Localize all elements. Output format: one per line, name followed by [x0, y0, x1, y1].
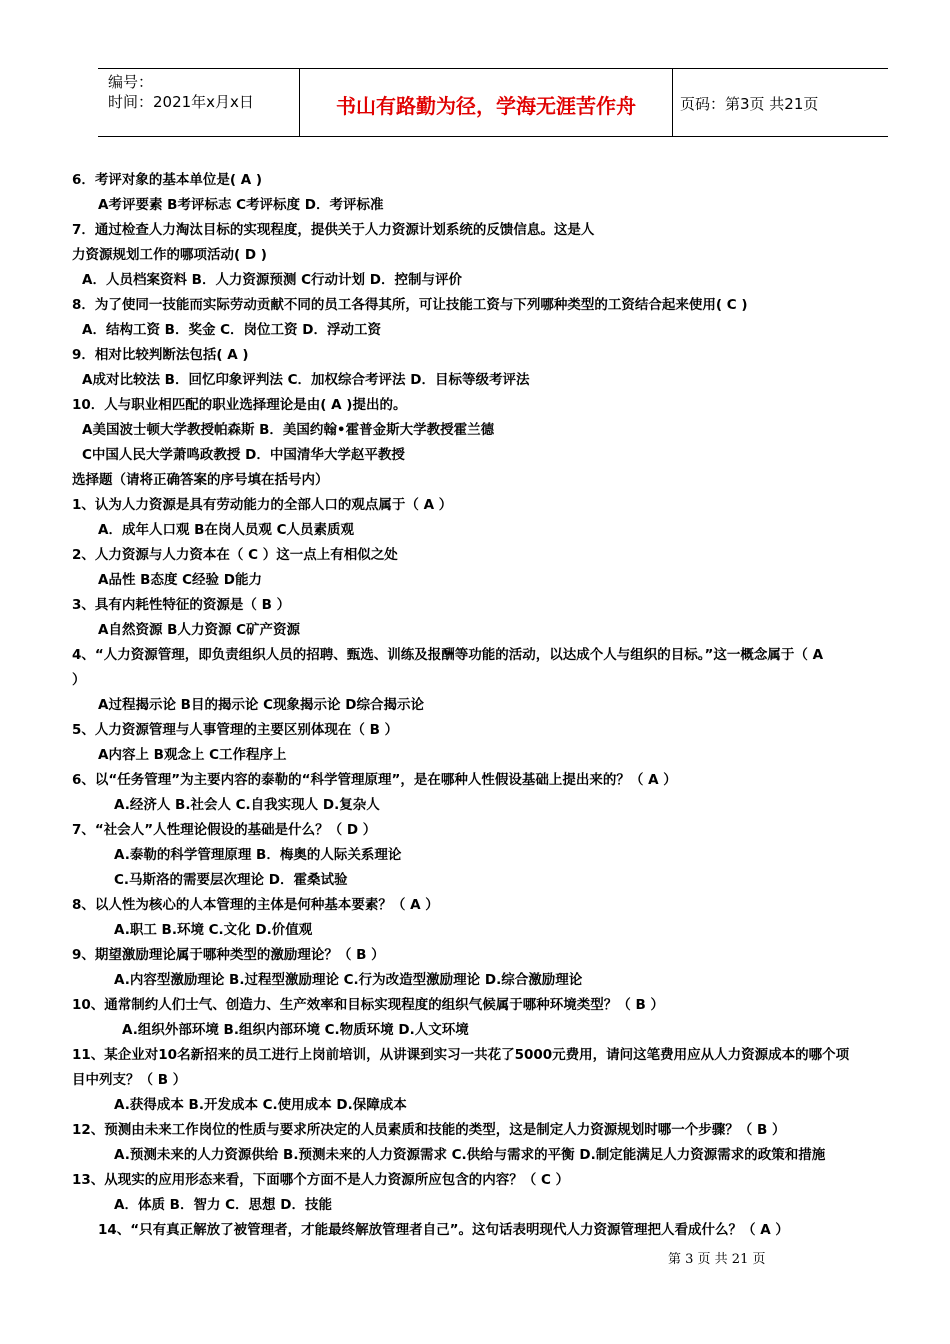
- text-line: 3、具有内耗性特征的资源是（ B ）: [72, 597, 291, 613]
- header-number-label: 编号：: [108, 73, 154, 91]
- text-line: A.职工 B.环境 C.文化 D.价值观: [114, 922, 313, 938]
- text-line: A过程揭示论 B目的揭示论 C现象揭示论 D综合揭示论: [98, 697, 424, 713]
- header-page-label: 页码：第3页 共21页: [680, 95, 819, 113]
- header-top-border: [98, 68, 888, 69]
- text-line: A.内容型激励理论 B.过程型激励理论 C.行为改造型激励理论 D.综合激励理论: [114, 972, 583, 988]
- text-line: A.经济人 B.社会人 C.自我实现人 D.复杂人: [114, 797, 380, 813]
- page-footer: 第 3 页 共 21 页: [668, 1252, 766, 1267]
- document-body: [72, 168, 922, 1243]
- header-time-label: 时间：2021年x月x日: [108, 93, 254, 111]
- text-line: 7、“社会人”人性理论假设的基础是什么？（ D ）: [72, 822, 377, 838]
- text-line: A考评要素 B考评标志 C考评标度 D．考评标准: [98, 197, 384, 213]
- text-line: A品性 B态度 C经验 D能力: [98, 572, 262, 588]
- text-line: A.获得成本 B.开发成本 C.使用成本 D.保障成本: [114, 1097, 407, 1113]
- text-line: A美国波士顿大学教授帕森斯 B．美国约翰•霍普金斯大学教授霍兰德: [82, 422, 495, 438]
- text-line: A.预测未来的人力资源供给 B.预测未来的人力资源需求 C.供给与需求的平衡 D.制定能满足人力资源需求的政策和措施: [114, 1147, 826, 1163]
- text-line: 1、认为人力资源是具有劳动能力的全部人口的观点属于（ A ）: [72, 497, 453, 513]
- text-line: 6．考评对象的基本单位是( A ): [72, 172, 263, 188]
- text-line: 2、人力资源与人力资本在（ C ）这一点上有相似之处: [72, 547, 398, 563]
- text-line: 6、以“任务管理”为主要内容的泰勒的“科学管理原理”，是在哪种人性假设基础上提出来的？（ A ）: [72, 772, 677, 788]
- text-line: 10．人与职业相匹配的职业选择理论是由( A )提出的。: [72, 397, 407, 413]
- text-line: 5、人力资源管理与人事管理的主要区别体现在（ B ）: [72, 722, 399, 738]
- text-line: 4、“人力资源管理，即负责组织人员的招聘、甄选、训练及报酬等功能的活动，以达成个人与组织的目标。”这一概念属于（ A: [72, 647, 824, 663]
- text-line: 9．相对比较判断法包括( A ): [72, 347, 249, 363]
- text-line: A.泰勒的科学管理原理 B．梅奥的人际关系理论: [114, 847, 402, 863]
- text-line: 力资源规划工作的哪项活动( D ): [72, 247, 267, 263]
- header-divider-right: [672, 68, 673, 136]
- text-line: 12、预测由未来工作岗位的性质与要求所决定的人员素质和技能的类型，这是制定人力资源规划时哪一个步骤？（ B ）: [72, 1122, 786, 1138]
- text-line: A．体质 B．智力 C．思想 D．技能: [114, 1197, 332, 1213]
- text-line: C中国人民大学萧鸣政教授 D．中国清华大学赵平教授: [82, 447, 405, 463]
- text-line: A．成年人口观 B在岗人员观 C人员素质观: [98, 522, 355, 538]
- text-line: 13、从现实的应用形态来看，下面哪个方面不是人力资源所应包含的内容？（ C ）: [72, 1172, 570, 1188]
- text-line: C.马斯洛的需要层次理论 D．霍桑试验: [114, 872, 348, 888]
- text-line: 10、通常制约人们士气、创造力、生产效率和目标实现程度的组织气候属于哪种环境类型？（ B ）: [72, 997, 664, 1013]
- text-line: 9、期望激励理论属于哪种类型的激励理论？（ B ）: [72, 947, 385, 963]
- text-line: A自然资源 B人力资源 C矿产资源: [98, 622, 301, 638]
- text-line: 8．为了使同一技能而实际劳动贡献不同的员工各得其所，可让技能工资与下列哪种类型的工资结合起来使用( C ): [72, 297, 748, 313]
- header-motto: 书山有路勤为径，学海无涯苦作舟: [336, 94, 636, 118]
- text-line: ）: [72, 672, 86, 688]
- text-line: A成对比较法 B．回忆印象评判法 C．加权综合考评法 D．目标等级考评法: [82, 372, 530, 388]
- text-line: A内容上 B观念上 C工作程序上: [98, 747, 287, 763]
- text-line: A．结构工资 B．奖金 C．岗位工资 D．浮动工资: [82, 322, 381, 338]
- text-line: 8、以人性为核心的人本管理的主体是何种基本要素？（ A ）: [72, 897, 439, 913]
- text-line: 11、某企业对10名新招来的员工进行上岗前培训，从讲课到实习一共花了5000元费用，请问这笔费用应从人力资源成本的哪个项: [72, 1047, 850, 1063]
- text-line: 目中列支？（ B ）: [72, 1072, 187, 1088]
- text-line: A.组织外部环境 B.组织内部环境 C.物质环境 D.人文环境: [122, 1022, 469, 1038]
- text-line: 14、“只有真正解放了被管理者，才能最终解放管理者自己”。这句话表明现代人力资源管理把人看成什么？（ A ）: [98, 1222, 789, 1238]
- header-bottom-border: [98, 136, 888, 137]
- text-line: 选择题（请将正确答案的序号填在括号内）: [72, 472, 329, 488]
- text-line: 7．通过检查人力淘汰目标的实现程度，提供关于人力资源计划系统的反馈信息。这是人: [72, 222, 595, 238]
- text-line: A．人员档案资料 B．人力资源预测 C行动计划 D．控制与评价: [82, 272, 462, 288]
